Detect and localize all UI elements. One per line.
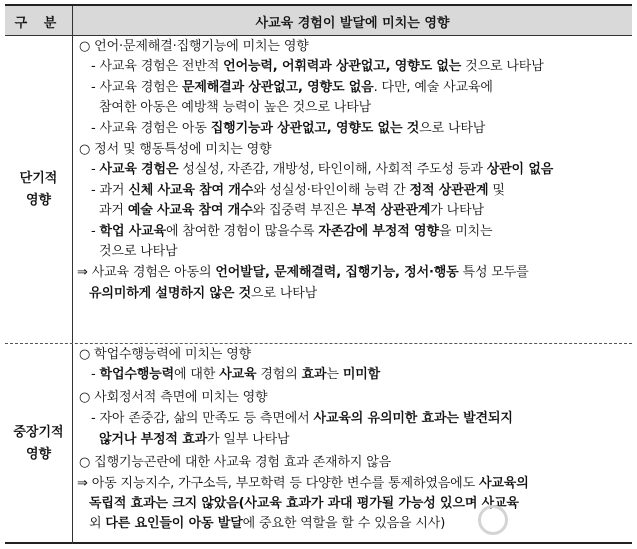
bold-text: 유의미하게 설명하지 않은 것 (89, 286, 252, 301)
text: - 자아 존중감, 삶의 만족도 등 측면에서 (91, 411, 314, 426)
text: 및 (488, 183, 505, 198)
text-line (73, 120, 637, 138)
text: ⇒ 사교육 경험은 아동의 (77, 265, 216, 280)
text-line (73, 58, 637, 76)
text: 와 집중력 부진은 (252, 203, 352, 218)
text: 에 중요한 역할을 할 수 있음을 시사) (242, 516, 446, 531)
bold-text: 다른 요인들이 아동 발달 (105, 516, 243, 531)
text: 성실성, 자존감, 개방성, 타인이해, 사회적 주도성 등과 (178, 162, 487, 177)
text-line (73, 141, 637, 159)
bold-text: 학업수행능력 (99, 367, 174, 382)
text: ○ 정서 및 행동특성에 미치는 영향 (79, 142, 272, 157)
text-line (73, 223, 637, 241)
text: ⇒ 아동 지능지수, 가구소득, 부모학력 등 다양한 변수를 통제하였음에도 (77, 476, 479, 491)
text-line (73, 366, 637, 384)
text: 는 (326, 367, 343, 382)
text: ○ 언어·문제해결·집행기능에 미치는 영향 (79, 39, 309, 54)
text: 참여한 아동은 예방책 능력이 높은 것으로 나타남 (99, 100, 372, 115)
text-line (73, 431, 637, 449)
text: . 다만, 예술 사교육에 (373, 80, 493, 95)
bold-text: 부적 상관관계 (351, 203, 431, 218)
text-line (73, 389, 637, 407)
text: 가 나타남 (430, 203, 484, 218)
header-category: 구 분 (5, 6, 73, 36)
bold-text: 사교육의 유의미한 효과는 발견되지 (313, 411, 513, 426)
header-title: 사교육 경험이 발달에 미치는 영향 (255, 15, 450, 31)
text: ○ 학업수행능력에 미치는 영향 (79, 347, 252, 362)
bold-text: 신체 사교육 참여 개수 (128, 183, 254, 198)
bold-text: 언어능력, 어휘력과 상관없고, 영향도 없는 (223, 59, 462, 74)
text-line (73, 346, 637, 364)
text: 과거 (99, 203, 128, 218)
category-line: 중장기적 (13, 425, 64, 440)
bold-text: 문제해결과 상관없고, 영향도 없음 (181, 80, 374, 95)
text: 가 일부 나타남 (207, 432, 290, 447)
text: 와 성실성·타인이해 능력 간 (253, 183, 410, 198)
text: 으로 나타남 (251, 286, 318, 301)
bold-text: 사교육 (219, 367, 257, 382)
text-line (73, 264, 636, 282)
watermark-logo-icon (478, 505, 508, 535)
category-line: 단기적 (19, 170, 58, 186)
text: - 사교육 경험은 (91, 80, 182, 95)
bold-text: 미미함 (342, 367, 381, 382)
text: 에 대한 (173, 367, 220, 382)
text: 을 미치는 (438, 224, 493, 239)
text: - (91, 224, 100, 239)
bold-text: 않거나 부정적 효과 (99, 432, 208, 447)
text: 것으로 나타남 (461, 59, 544, 74)
bold-text: 학업 사교육 (99, 224, 166, 239)
table-header (5, 6, 632, 36)
bold-text: 사교육 경험은 (99, 162, 179, 177)
long-term-category (5, 344, 73, 544)
text: ○ 사회정서적 측면에 미치는 영향 (79, 390, 268, 405)
text-line (73, 243, 637, 261)
text-line (73, 202, 637, 220)
bold-text: 언어발달, 문제해결력, 집행기능, 정서·행동 (215, 265, 459, 280)
text: - (91, 162, 100, 177)
text-line (73, 182, 637, 200)
bold-text: 정적 상관관계 (409, 183, 489, 198)
watermark (478, 498, 628, 542)
text-line (73, 79, 637, 97)
text: - 과거 (91, 183, 129, 198)
text: - 사교육 경험은 아동 (91, 121, 211, 136)
category-line: 영향 (25, 447, 52, 462)
text: 으로 나타남 (419, 121, 486, 136)
text: 경험의 (256, 367, 302, 382)
text-line (73, 161, 637, 179)
short-term-section (5, 36, 632, 344)
text: ○ 집행기능곤란에 대한 사교육 경험 효과 존재하지 않음 (79, 455, 392, 470)
text-line (73, 99, 637, 117)
bold-text: 독립적 효과는 크지 않았음(사교육 효과가 과대 평가될 가능성 있으며 사교육 (89, 496, 519, 511)
short-term-category (5, 36, 73, 343)
text: 외 (89, 516, 106, 531)
bold-text: 효과 (301, 367, 327, 382)
text: 것으로 나타남 (99, 244, 178, 259)
text-line (73, 475, 636, 493)
category-line: 영향 (25, 192, 52, 208)
bold-text: 사교육의 (478, 476, 529, 491)
summary-table (5, 4, 632, 544)
text: 에 참여한 경험이 많을수록 (165, 224, 319, 239)
bold-text: 집행기능과 상관없고, 영향도 없는 것 (210, 121, 420, 136)
text: - 사교육 경험은 전반적 (91, 59, 224, 74)
bold-text: 자존감에 부정적 영향 (318, 224, 439, 239)
text: - (91, 367, 100, 382)
bold-text: 상관이 없음 (486, 162, 554, 177)
text-line (73, 454, 637, 472)
text: 특성 모두를 (458, 265, 529, 280)
text-line (73, 38, 637, 56)
text-line (73, 410, 637, 428)
bold-text: 예술 사교육 참여 개수 (127, 203, 253, 218)
text-line (73, 285, 637, 303)
